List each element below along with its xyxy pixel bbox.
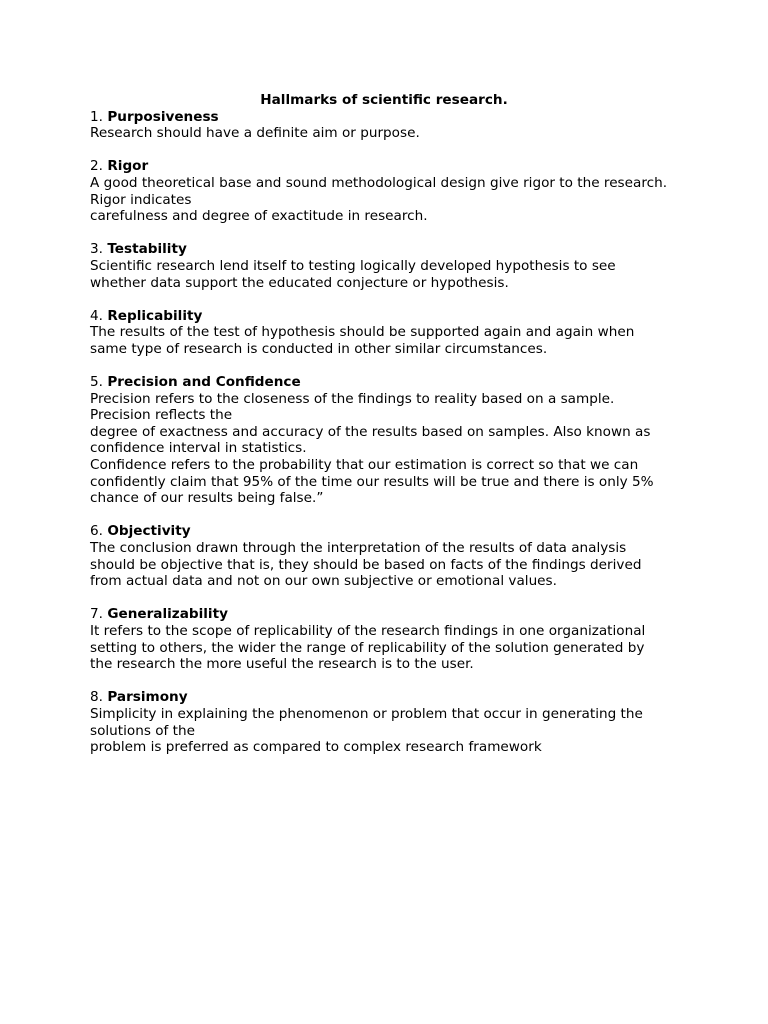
document-section xyxy=(90,689,690,755)
section-body-line: Confidence refers to the probability that our estimation is correct so that we can xyxy=(90,457,639,474)
section-heading-line xyxy=(90,241,690,258)
document-section xyxy=(90,308,690,358)
section-body-line: degree of exactness and accuracy of the results based on samples. Also known as xyxy=(90,423,651,440)
document-section xyxy=(90,241,690,291)
section-body-line: setting to others, the wider the range of replicability of the solution generated by xyxy=(90,639,645,656)
section-body-line: Precision reflects the xyxy=(90,407,233,424)
section-body-line: Precision refers to the closeness of the findings to reality based on a sample. xyxy=(90,390,615,407)
section-body-line: confidently claim that 95% of the time our results will be true and there is only 5% xyxy=(90,473,654,490)
section-body-line: A good theoretical base and sound methodological design give rigor to the research. xyxy=(90,174,668,191)
section-body-line: chance of our results being false.” xyxy=(90,490,324,507)
section-number: 2. xyxy=(90,158,103,175)
section-heading-line xyxy=(90,308,690,325)
section-body-line: It refers to the scope of replicability of the research findings in one organizational xyxy=(90,623,646,639)
section-body-line: confidence interval in statistics. xyxy=(90,440,307,457)
section-body-line: same type of research is conducted in other similar circumstances. xyxy=(90,340,548,357)
document-body xyxy=(90,109,690,756)
section-body-line: solutions of the xyxy=(90,722,195,739)
section-body-line: Rigor indicates xyxy=(90,191,192,208)
section-number: 8. xyxy=(90,689,103,706)
section-body-line: Simplicity in explaining the phenomenon or problem that occur in generating the xyxy=(90,705,643,722)
section-heading: Precision and Confidence xyxy=(107,374,301,391)
section-number: 5. xyxy=(90,374,103,391)
section-body-line: carefulness and degree of exactitude in research. xyxy=(90,208,428,225)
section-heading: Rigor xyxy=(107,158,149,175)
section-number: 7. xyxy=(90,606,103,623)
document-section xyxy=(90,109,690,142)
section-heading: Purposiveness xyxy=(107,108,219,125)
section-heading-line xyxy=(90,374,690,391)
section-body-line: problem is preferred as compared to complex research framework xyxy=(90,739,542,756)
section-number: 1. xyxy=(90,108,103,125)
section-number: 6. xyxy=(90,523,103,540)
document-section xyxy=(90,523,690,589)
section-body-line: The conclusion drawn through the interpretation of the results of data analysis xyxy=(90,540,627,557)
document-section xyxy=(90,606,690,672)
section-body-line: from actual data and not on our own subjective or emotional values. xyxy=(90,573,557,590)
section-heading-line xyxy=(90,523,690,540)
document-section xyxy=(90,158,690,224)
section-body-line: should be objective that is, they should be based on facts of the findings derived xyxy=(90,556,642,573)
section-number: 4. xyxy=(90,307,103,324)
section-heading-line xyxy=(90,606,690,623)
section-body-line: The results of the test of hypothesis should be supported again and again when xyxy=(90,324,635,341)
document-section xyxy=(90,374,690,507)
section-heading-line xyxy=(90,109,690,126)
section-body-line: the research the more useful the research is to the user. xyxy=(90,656,474,673)
section-body-line: Research should have a definite aim or purpose. xyxy=(90,125,420,142)
section-heading: Parsimony xyxy=(107,689,188,706)
section-heading-line xyxy=(90,689,690,706)
section-heading: Replicability xyxy=(107,307,203,324)
section-number: 3. xyxy=(90,241,103,258)
document-title: Hallmarks of scientific research. xyxy=(260,92,508,108)
section-heading-line xyxy=(90,158,690,175)
section-body-line: whether data support the educated conjecture or hypothesis. xyxy=(90,274,509,291)
section-heading: Generalizability xyxy=(107,606,228,623)
section-body-line: Scientific research lend itself to testing logically developed hypothesis to see xyxy=(90,257,616,274)
document-page xyxy=(90,92,690,772)
section-heading: Testability xyxy=(107,241,187,258)
section-heading: Objectivity xyxy=(107,523,191,540)
